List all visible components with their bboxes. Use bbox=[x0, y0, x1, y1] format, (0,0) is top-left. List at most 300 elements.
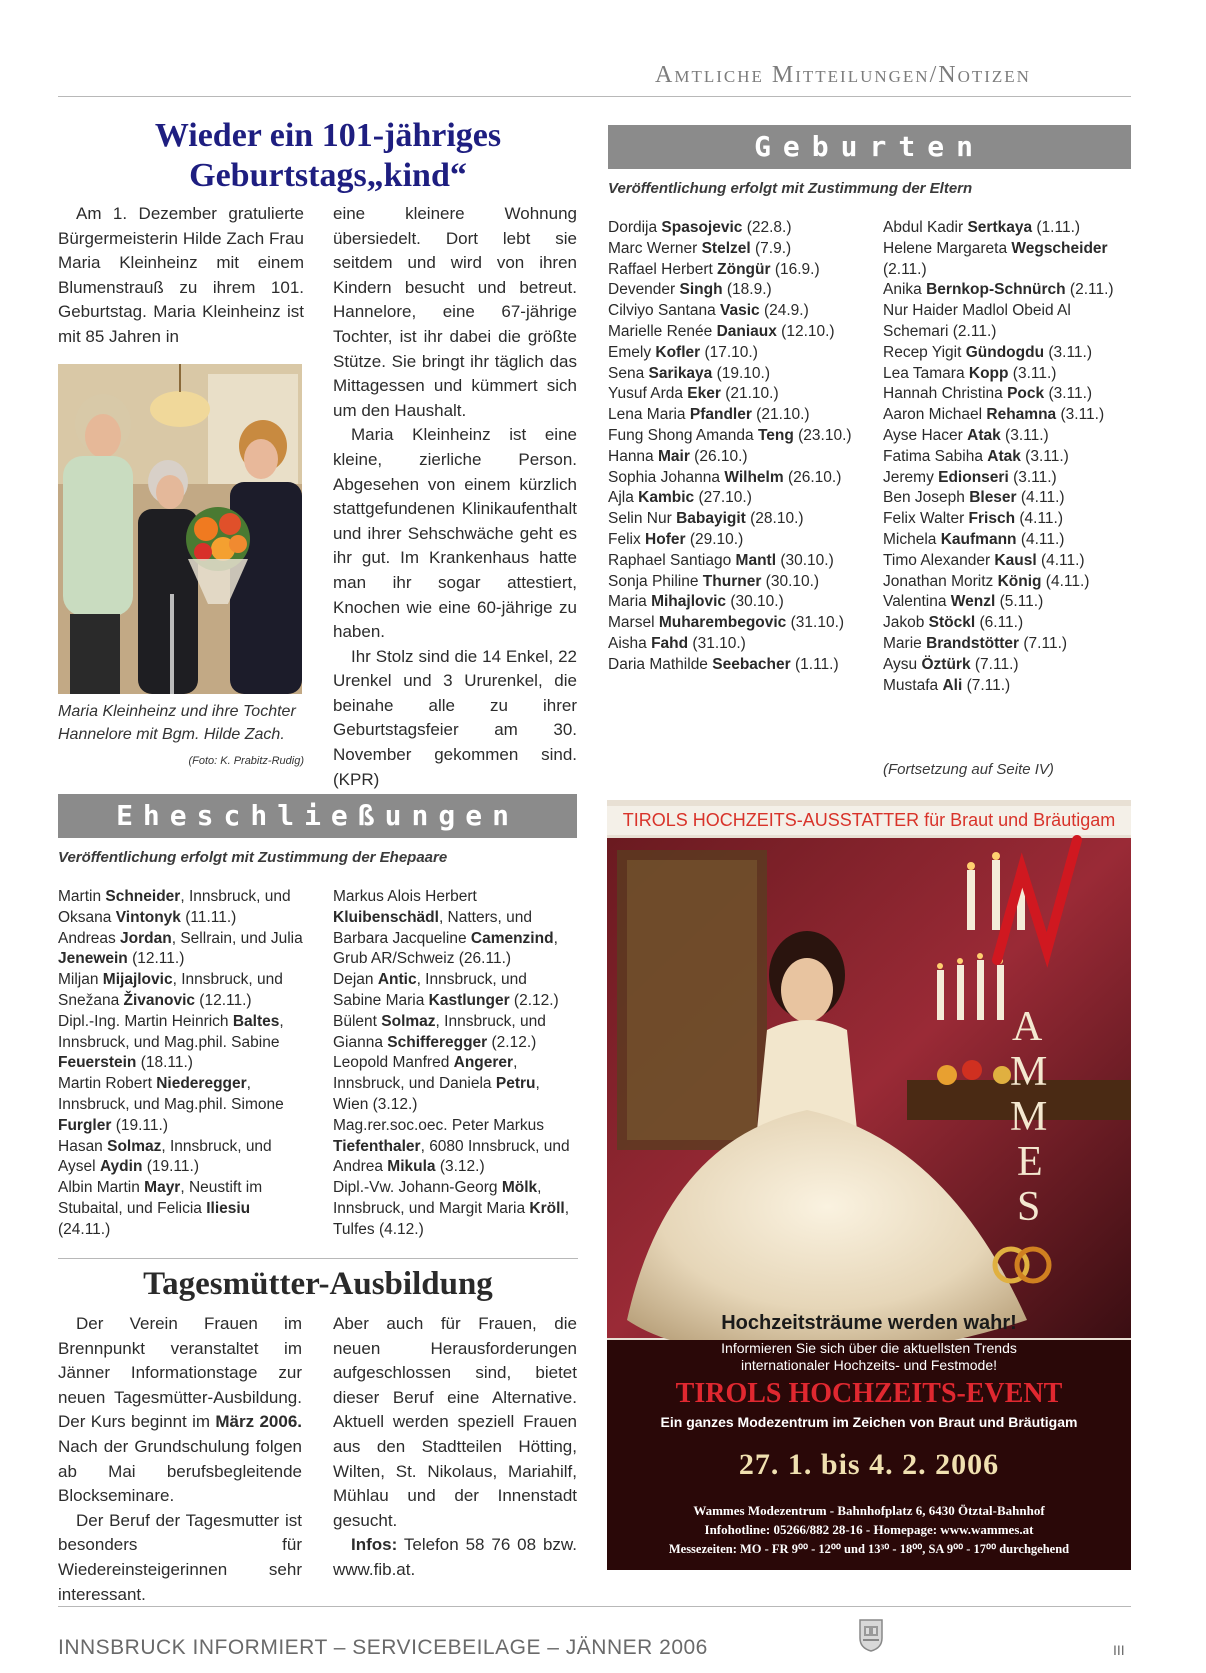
birth-entry bbox=[883, 655, 1133, 676]
birth-entry bbox=[883, 488, 1133, 509]
birth-last-name: Atak bbox=[967, 426, 1001, 444]
marriage-surname: Kastlunger bbox=[428, 991, 510, 1009]
marriage-surname: Tiefenthaler bbox=[333, 1137, 421, 1155]
marriage-entry bbox=[333, 1053, 579, 1115]
birth-date: (4.11.) bbox=[1016, 530, 1065, 548]
birth-entry bbox=[608, 260, 874, 281]
birth-entry bbox=[883, 613, 1133, 634]
marriage-surname: Vintonyk bbox=[115, 908, 181, 926]
birth-first-name: Abdul Kadir bbox=[883, 219, 968, 236]
marriage-text: , Grub AR/Schweiz (26.11.) bbox=[333, 929, 558, 968]
birth-date: (7.11.) bbox=[970, 655, 1019, 673]
marriage-surname: Niederegger bbox=[156, 1075, 247, 1093]
marriage-surname: Camenzind bbox=[470, 929, 554, 947]
svg-text:M: M bbox=[1010, 1094, 1048, 1140]
marriage-text: , Neustift im Stubaital, und Felicia bbox=[58, 1179, 263, 1217]
birth-date: (3.11.) bbox=[1020, 447, 1069, 465]
birth-last-name: Mantl bbox=[735, 551, 777, 569]
birth-entry bbox=[608, 280, 874, 301]
svg-text:S: S bbox=[1017, 1184, 1041, 1230]
ad-headline: Hochzeitsträume werden wahr! bbox=[721, 1312, 1017, 1334]
birth-last-name: Kambic bbox=[638, 489, 695, 507]
birth-first-name: Aysu bbox=[883, 655, 922, 673]
birth-last-name: Kaufmann bbox=[940, 530, 1017, 548]
birth-last-name: Mair bbox=[657, 447, 690, 465]
marriage-text: , Innsbruck, und Gianna bbox=[333, 1012, 546, 1051]
birth-date: (4.11.) bbox=[1041, 572, 1090, 590]
birth-date: (5.11.) bbox=[995, 593, 1044, 611]
birth-date: (21.10.) bbox=[751, 406, 810, 424]
birth-first-name: Aisha bbox=[608, 634, 652, 652]
birth-first-name: Valentina bbox=[883, 593, 951, 611]
birth-first-name: Mustafa bbox=[883, 676, 943, 694]
marriage-text: (18.11.) bbox=[136, 1054, 193, 1072]
birth-entry bbox=[883, 592, 1133, 613]
marriage-entry bbox=[58, 1137, 303, 1179]
marriage-surname: Furgler bbox=[58, 1116, 112, 1134]
birth-first-name: Aaron Michael bbox=[883, 406, 987, 424]
birth-entry bbox=[883, 509, 1133, 530]
birth-entry bbox=[883, 634, 1133, 655]
birth-last-name: Muharembegovic bbox=[658, 614, 787, 632]
marriage-entry bbox=[58, 1012, 303, 1074]
marriage-surname: Petru bbox=[495, 1075, 536, 1093]
birth-last-name: Vasic bbox=[720, 302, 760, 320]
marriage-surname: Schneider bbox=[105, 888, 181, 905]
birth-last-name: Wenzl bbox=[950, 593, 996, 611]
birth-entry bbox=[608, 468, 874, 489]
marriage-text: , Innsbruck, und Snežana bbox=[58, 971, 283, 1009]
birth-date: (3.11.) bbox=[1044, 343, 1093, 361]
birth-date: (3.11.) bbox=[1008, 468, 1057, 486]
birth-first-name: Timo Alexander bbox=[883, 551, 995, 569]
birth-entry bbox=[608, 634, 874, 655]
birth-first-name: Emely bbox=[608, 343, 656, 361]
birth-date: (18.9.) bbox=[722, 281, 772, 299]
birth-date: (4.11.) bbox=[1015, 510, 1064, 528]
birth-last-name: Kopp bbox=[968, 364, 1009, 382]
birth-first-name: Ajla bbox=[608, 489, 639, 507]
birth-entry bbox=[608, 572, 874, 593]
birth-first-name: Raffael Herbert bbox=[608, 260, 718, 278]
marriage-text: (19.11.) bbox=[142, 1158, 199, 1176]
birth-entry bbox=[608, 613, 874, 634]
birth-first-name: Selin Nur bbox=[608, 510, 677, 528]
marriage-entry bbox=[58, 887, 303, 929]
marriage-text: (2.12.) bbox=[509, 991, 559, 1009]
marriage-entry bbox=[58, 1074, 303, 1136]
photo-caption bbox=[58, 700, 304, 773]
birth-last-name: Edionseri bbox=[938, 468, 1009, 486]
marriages-title: Eheschließungen bbox=[58, 794, 577, 838]
marriage-text: (24.11.) bbox=[58, 1220, 111, 1238]
marriage-surname: Živanovic bbox=[123, 991, 195, 1009]
birth-entry bbox=[608, 509, 874, 530]
birth-entry bbox=[883, 447, 1133, 468]
birth-entry bbox=[608, 405, 874, 426]
marriage-text: Dejan bbox=[333, 971, 378, 989]
marriage-surname: Baltes bbox=[232, 1012, 280, 1030]
births-continued: (Fortsetzung auf Seite IV) bbox=[883, 761, 1054, 778]
births-title: Geburten bbox=[608, 125, 1131, 169]
marriage-text: (12.11.) bbox=[195, 991, 252, 1009]
birth-first-name: Fung Shong Amanda bbox=[608, 426, 758, 444]
birth-entry bbox=[608, 301, 874, 322]
birth-last-name: Kofler bbox=[655, 343, 701, 361]
photo-credit: (Foto: K. Prabitz-Rudig) bbox=[188, 755, 304, 767]
birth-last-name: Eker bbox=[687, 385, 721, 403]
birth-entry bbox=[883, 426, 1133, 447]
marriage-text: (12.11.) bbox=[127, 950, 185, 968]
marriage-text: Martin Robert bbox=[58, 1075, 157, 1093]
birth-entry bbox=[608, 655, 874, 676]
marriage-entry bbox=[333, 1012, 579, 1054]
birth-first-name: Marie bbox=[883, 634, 927, 652]
birth-last-name: Sarikaya bbox=[648, 364, 713, 382]
marriage-surname: Mikula bbox=[387, 1158, 436, 1176]
birth-first-name: Marc Werner bbox=[608, 239, 702, 257]
birth-last-name: Öztürk bbox=[921, 655, 971, 673]
birth-first-name: Sena bbox=[608, 364, 649, 382]
birth-last-name: Atak bbox=[987, 447, 1021, 465]
marriage-text: Andreas bbox=[58, 929, 121, 947]
birth-date: (4.11.) bbox=[1036, 551, 1085, 569]
tm-p1-b: Nach der Grundschulung folgen ab Mai berufsbegleitende Blockseminare. bbox=[58, 1436, 302, 1506]
article-col1-text: Am 1. Dezember gratulierte Bürgermeisterin Hilde Zach Frau Maria Kleinheinz mit einem Blumenstrauß zu ihrem 101. Geburtstag. Maria Kleinheinz ist mit 85 Jahren in bbox=[58, 204, 304, 346]
article-photo bbox=[58, 364, 302, 694]
birth-first-name: Nur Haider Madlol Obeid Al Schemari bbox=[883, 302, 1071, 340]
marriage-surname: Iliesiu bbox=[206, 1199, 251, 1217]
birth-first-name: Michela bbox=[883, 530, 941, 548]
birth-last-name: Spasojevic bbox=[661, 219, 743, 236]
birth-first-name: Marielle Renée bbox=[608, 322, 717, 340]
birth-date: (3.11.) bbox=[1000, 426, 1049, 444]
birth-date: (29.10.) bbox=[685, 530, 744, 548]
birth-first-name: Recep Yigit bbox=[883, 343, 966, 361]
ad-hours: Messezeiten: MO - FR 9⁰⁰ - 12⁰⁰ und 13³⁰ - 18⁰⁰, SA 9⁰⁰ - 17⁰⁰ durchgehend bbox=[668, 1542, 1070, 1556]
births-list-col1 bbox=[608, 218, 874, 676]
tagesmuetter-col2-p1: Aber auch für Frauen, die neuen Herausforderungen aufgeschlossen sind, bietet dieser Beruf eine Alternative. Aktuell werden speziell Frauen aus den Stadtteilen Hötting, Wilten, St. Nikolaus, Mariahilf, Mühlau und der Innenstadt gesucht. bbox=[333, 1314, 577, 1530]
birth-first-name: Hannah Christina bbox=[883, 385, 1008, 403]
birth-entry bbox=[883, 364, 1133, 385]
birth-entry bbox=[883, 280, 1133, 301]
birth-last-name: Daniaux bbox=[716, 322, 777, 340]
birth-first-name: Jonathan Moritz bbox=[883, 572, 998, 590]
birth-date: (30.10.) bbox=[776, 551, 834, 569]
birth-first-name: Marsel bbox=[608, 614, 659, 632]
birth-entry bbox=[883, 405, 1133, 426]
birth-entry bbox=[608, 447, 874, 468]
birth-entry bbox=[608, 322, 874, 343]
birth-entry bbox=[608, 239, 874, 260]
ad-address: Wammes Modezentrum - Bahnhofplatz 6, 6430 Ötztal-Bahnhof bbox=[693, 1503, 1045, 1518]
marriage-text: Leopold Manfred bbox=[333, 1054, 454, 1072]
marriage-text: , Innsbruck, und Oksana bbox=[58, 888, 291, 926]
birth-entry bbox=[883, 384, 1133, 405]
birth-first-name: Sophia Johanna bbox=[608, 468, 725, 486]
marriage-surname: Kluibenschädl bbox=[333, 908, 439, 926]
birth-last-name: Bleser bbox=[969, 489, 1017, 507]
ad-sub1: Informieren Sie sich über die aktuellsten Trends bbox=[721, 1340, 1017, 1356]
birth-last-name: Mihajlovic bbox=[651, 593, 727, 611]
birth-last-name: Pock bbox=[1007, 385, 1045, 403]
birth-entry bbox=[608, 426, 874, 447]
birth-date: (19.10.) bbox=[712, 364, 771, 382]
article-col2-p1: eine kleinere Wohnung übersiedelt. Dort lebt sie seitdem und wird von ihren Kindern besucht und betreut. Hannelore, eine 67-jährige Tochter, ist ihr dabei die größte Stütze. Sie bringt ihr täglich das Mittagessen und kümmert sich um den Haushalt. bbox=[333, 204, 577, 420]
birth-date: (6.11.) bbox=[975, 614, 1024, 632]
birth-first-name: Ben Joseph bbox=[883, 489, 970, 507]
birth-entry bbox=[608, 218, 874, 239]
birth-date: (2.11.) bbox=[1065, 281, 1114, 299]
article-col2-p3: Ihr Stolz sind die 14 Enkel, 22 Urenkel und 3 Ururenkel, die beinahe alle zu ihrer Geburtstagsfeier am 30. November gekommen sind. (KPR) bbox=[333, 646, 577, 789]
birth-date: (30.10.) bbox=[761, 572, 820, 590]
marriage-text: Miljan bbox=[58, 971, 103, 989]
birth-last-name: Seebacher bbox=[712, 655, 791, 673]
photo-caption-text: Maria Kleinheinz und ihre Tochter Hannelore mit Bgm. Hilde Zach. bbox=[58, 703, 296, 743]
birth-last-name: Kausl bbox=[994, 551, 1037, 569]
ad-event-sub: Ein ganzes Modezentrum im Zeichen von Braut und Bräutigam bbox=[660, 1414, 1078, 1430]
marriage-text: (19.11.) bbox=[111, 1116, 168, 1134]
birth-date: (26.10.) bbox=[783, 468, 842, 486]
birth-entry bbox=[883, 530, 1133, 551]
birth-first-name: Hanna bbox=[608, 447, 658, 465]
birth-last-name: Frisch bbox=[968, 510, 1016, 528]
marriage-text: , Sellrain, und Julia bbox=[171, 929, 303, 947]
tm-p1-a: Der Verein Frauen im Brennpunkt veranstaltet im Jänner Informationstage zur neuen Tagesmütter-Ausbildung. Der Kurs beginnt im bbox=[58, 1314, 302, 1432]
birth-date: (28.10.) bbox=[745, 510, 804, 528]
birth-last-name: Thurner bbox=[702, 572, 762, 590]
marriage-entry bbox=[333, 970, 579, 1012]
tagesmuetter-col2-p2 bbox=[333, 1533, 577, 1582]
birth-first-name: Felix Walter bbox=[883, 510, 969, 528]
tagesmuetter-rule bbox=[58, 1258, 578, 1259]
marriage-surname: Kröll bbox=[529, 1199, 565, 1217]
marriage-surname: Jordan bbox=[120, 929, 172, 947]
birth-entry bbox=[608, 364, 874, 385]
marriage-text: , Tulfes (4.12.) bbox=[333, 1199, 570, 1238]
article-col1 bbox=[58, 202, 304, 350]
marriage-surname: Aydin bbox=[99, 1158, 143, 1176]
article-col2-p2: Maria Kleinheinz ist eine kleine, zierliche Person. Abgesehen von einem kürzlich stattgefundenen Klinikaufenthalt und ihrer Sehschwäche geht es ihr gut. Im Krankenhaus hatte man ihr sogar attestiert, Knochen wie eine 60-jährige zu haben. bbox=[333, 425, 577, 642]
marriages-list-col2 bbox=[333, 887, 579, 1241]
marriage-text: , Innsbruck, und Sabine Maria bbox=[333, 971, 527, 1009]
birth-entry bbox=[883, 551, 1133, 572]
birth-last-name: Sertkaya bbox=[967, 219, 1033, 236]
svg-text:A: A bbox=[1012, 1004, 1043, 1050]
birth-entry bbox=[608, 592, 874, 613]
birth-date: (7.11.) bbox=[1019, 634, 1068, 652]
birth-last-name: Fahd bbox=[651, 634, 689, 652]
birth-last-name: Zöngür bbox=[717, 260, 771, 278]
birth-entry bbox=[608, 384, 874, 405]
ad-sub2: internationaler Hochzeits- und Festmode! bbox=[740, 1357, 998, 1373]
birth-last-name: Stelzel bbox=[701, 239, 751, 257]
footer-publication: INNSBRUCK INFORMIERT – SERVICEBEILAGE – JÄNNER 2006 bbox=[58, 1636, 708, 1659]
birth-date: (1.11.) bbox=[1032, 219, 1081, 236]
birth-last-name: Rehamna bbox=[986, 406, 1057, 424]
tm-p1-bold: März 2006. bbox=[215, 1412, 302, 1432]
ad-hotline: Infohotline: 05266/882 28-16 - Homepage: www.wammes.at bbox=[704, 1522, 1034, 1537]
birth-entry bbox=[883, 676, 1133, 697]
marriage-text: (3.12.) bbox=[435, 1158, 485, 1176]
marriage-text: Mag.rer.soc.oec. Peter Markus bbox=[333, 1116, 545, 1134]
birth-last-name: Bernkop-Schnürch bbox=[926, 281, 1066, 299]
marriage-surname: Schifferegger bbox=[387, 1033, 488, 1051]
birth-first-name: Jakob bbox=[883, 614, 929, 632]
birth-first-name: Ayse Hacer bbox=[883, 426, 968, 444]
birth-date: (7.11.) bbox=[962, 676, 1011, 694]
birth-entry bbox=[883, 239, 1133, 281]
birth-first-name: Devender bbox=[608, 281, 680, 299]
birth-date: (30.10.) bbox=[726, 593, 784, 611]
birth-date: (22.8.) bbox=[742, 219, 792, 236]
birth-date: (31.10.) bbox=[786, 614, 845, 632]
marriage-surname: Mölk bbox=[501, 1179, 538, 1197]
marriage-text: , Innsbruck, und Daniela bbox=[333, 1054, 518, 1093]
birth-last-name: Gündogdu bbox=[965, 343, 1045, 361]
birth-last-name: Ali bbox=[942, 676, 963, 694]
marriage-entry bbox=[333, 1116, 579, 1178]
birth-first-name: Helene Margareta bbox=[883, 239, 1012, 257]
birth-entry bbox=[608, 343, 874, 364]
birth-first-name: Fatima Sabiha bbox=[883, 447, 988, 465]
birth-entry bbox=[608, 488, 874, 509]
birth-date: (3.11.) bbox=[1044, 385, 1093, 403]
birth-last-name: Singh bbox=[679, 281, 723, 299]
birth-last-name: Wegscheider bbox=[1011, 239, 1108, 257]
tagesmuetter-col1-p1 bbox=[58, 1312, 302, 1509]
article-col2 bbox=[333, 202, 577, 792]
birth-date: (26.10.) bbox=[689, 447, 748, 465]
marriage-entry bbox=[333, 887, 579, 970]
marriage-surname: Solmaz bbox=[107, 1137, 162, 1155]
birth-entry bbox=[883, 218, 1133, 239]
birth-last-name: König bbox=[997, 572, 1042, 590]
svg-text:E: E bbox=[1017, 1139, 1043, 1185]
marriage-text: Dipl.-Ing. Martin Heinrich bbox=[58, 1012, 233, 1030]
birth-first-name: Lea Tamara bbox=[883, 364, 969, 382]
birth-entry bbox=[883, 343, 1133, 364]
birth-first-name: Daria Mathilde bbox=[608, 655, 713, 673]
birth-date: (21.10.) bbox=[720, 385, 779, 403]
births-subtitle: Veröffentlichung erfolgt mit Zustimmung der Eltern bbox=[608, 180, 973, 197]
birth-date: (16.9.) bbox=[770, 260, 820, 278]
birth-date: (3.11.) bbox=[1008, 364, 1057, 382]
wammes-advertisement bbox=[607, 800, 1131, 1570]
footer-page-number: III bbox=[1113, 1642, 1125, 1658]
birth-last-name: Stöckl bbox=[928, 614, 976, 632]
birth-first-name: Anika bbox=[883, 281, 927, 299]
marriage-surname: Angerer bbox=[453, 1054, 514, 1072]
birth-last-name: Hofer bbox=[645, 530, 686, 548]
marriage-text: , Innsbruck, und Mag.phil. Simone bbox=[58, 1075, 284, 1113]
birth-date: (3.11.) bbox=[1056, 406, 1105, 424]
birth-date: (17.10.) bbox=[700, 343, 758, 361]
svg-text:M: M bbox=[1010, 1049, 1048, 1095]
marriage-text: (2.12.) bbox=[487, 1033, 537, 1051]
birth-first-name: Felix bbox=[608, 530, 646, 548]
birth-last-name: Brandstötter bbox=[926, 634, 1020, 652]
birth-entry bbox=[608, 530, 874, 551]
marriage-surname: Feuerstein bbox=[58, 1054, 137, 1072]
birth-first-name: Yusuf Arda bbox=[608, 385, 688, 403]
marriage-text: , 6080 Innsbruck, und Andrea bbox=[333, 1137, 570, 1176]
marriage-surname: Jenewein bbox=[58, 950, 128, 968]
marriage-text: , Innsbruck, und Margit Maria bbox=[333, 1179, 542, 1217]
tm-infos-label: Infos: bbox=[351, 1535, 398, 1555]
births-list-col2 bbox=[883, 218, 1133, 696]
tm-infos: Telefon 58 76 08 bzw. www.fib.at. bbox=[333, 1535, 577, 1579]
marriage-entry bbox=[58, 929, 303, 971]
article-title-line1: Wieder ein 101-jähriges bbox=[154, 117, 502, 154]
birth-date: (1.11.) bbox=[790, 655, 839, 673]
tagesmuetter-title: Tagesmütter-Ausbildung bbox=[143, 1266, 493, 1302]
marriage-text: Martin bbox=[58, 888, 106, 905]
marriage-text: Markus Alois Herbert bbox=[333, 888, 477, 905]
article-title-line2: Geburtstags„kind“ bbox=[189, 157, 467, 194]
ad-dates: 27. 1. bis 4. 2. 2006 bbox=[738, 1448, 1000, 1481]
section-header: Amtliche Mitteilungen/Notizen bbox=[655, 62, 1031, 88]
marriage-text: , Innsbruck, und Aysel bbox=[58, 1137, 272, 1176]
birth-first-name: Raphael Santiago bbox=[608, 551, 736, 569]
marriages-subtitle: Veröffentlichung erfolgt mit Zustimmung der Ehepaare bbox=[58, 849, 448, 866]
birth-first-name: Lena Maria bbox=[608, 406, 690, 424]
marriage-text: Dipl.-Vw. Johann-Georg bbox=[333, 1179, 502, 1197]
birth-first-name: Dordija bbox=[608, 219, 662, 236]
marriage-text: Bülent bbox=[333, 1012, 382, 1030]
birth-entry bbox=[883, 301, 1133, 343]
marriage-surname: Mijajlovic bbox=[102, 971, 173, 989]
tagesmuetter-col1-p2: Der Beruf der Tagesmutter ist besonders für Wiedereinsteigerinnen sehr interessant. bbox=[58, 1510, 302, 1604]
birth-date: (4.11.) bbox=[1016, 489, 1065, 507]
birth-entry bbox=[608, 551, 874, 572]
marriage-text: , Innsbruck, und Mag.phil. Sabine bbox=[58, 1012, 284, 1051]
birth-date: (27.10.) bbox=[694, 489, 752, 507]
birth-date: (7.9.) bbox=[750, 239, 792, 257]
birth-last-name: Teng bbox=[757, 426, 794, 444]
birth-date: (2.11.) bbox=[948, 322, 997, 340]
birth-date: (24.9.) bbox=[759, 302, 809, 320]
city-crest-icon bbox=[858, 1618, 884, 1652]
birth-date: (23.10.) bbox=[793, 426, 852, 444]
birth-date: (31.10.) bbox=[688, 634, 746, 652]
ad-banner: TIROLS HOCHZEITS-AUSSTATTER für Braut und Bräutigam bbox=[607, 806, 1131, 835]
tagesmuetter-col2 bbox=[333, 1312, 577, 1583]
birth-first-name: Sonja Philine bbox=[608, 572, 703, 590]
article-photo-illustration bbox=[58, 364, 302, 694]
birth-last-name: Wilhelm bbox=[724, 468, 784, 486]
birth-date: (12.10.) bbox=[776, 322, 835, 340]
footer-rule bbox=[58, 1606, 1131, 1607]
birth-first-name: Cilviyo Santana bbox=[608, 302, 721, 320]
marriage-text: (11.11.) bbox=[180, 908, 237, 926]
marriage-text: , Natters, und Barbara Jacqueline bbox=[333, 908, 532, 947]
birth-entry bbox=[883, 572, 1133, 593]
birth-entry bbox=[883, 468, 1133, 489]
birth-first-name: Maria bbox=[608, 593, 652, 611]
article-title bbox=[58, 116, 598, 196]
birth-last-name: Babayigit bbox=[676, 510, 746, 528]
birth-last-name: Pfandler bbox=[689, 406, 752, 424]
marriages-list-col1 bbox=[58, 887, 303, 1241]
birth-date: (2.11.) bbox=[883, 260, 927, 278]
marriage-surname: Antic bbox=[377, 971, 417, 989]
marriage-text: Albin Martin bbox=[58, 1179, 145, 1197]
marriage-text: , Wien (3.12.) bbox=[333, 1075, 540, 1113]
marriage-surname: Mayr bbox=[144, 1179, 181, 1197]
marriage-entry bbox=[58, 970, 303, 1012]
marriage-surname: Solmaz bbox=[381, 1012, 436, 1030]
